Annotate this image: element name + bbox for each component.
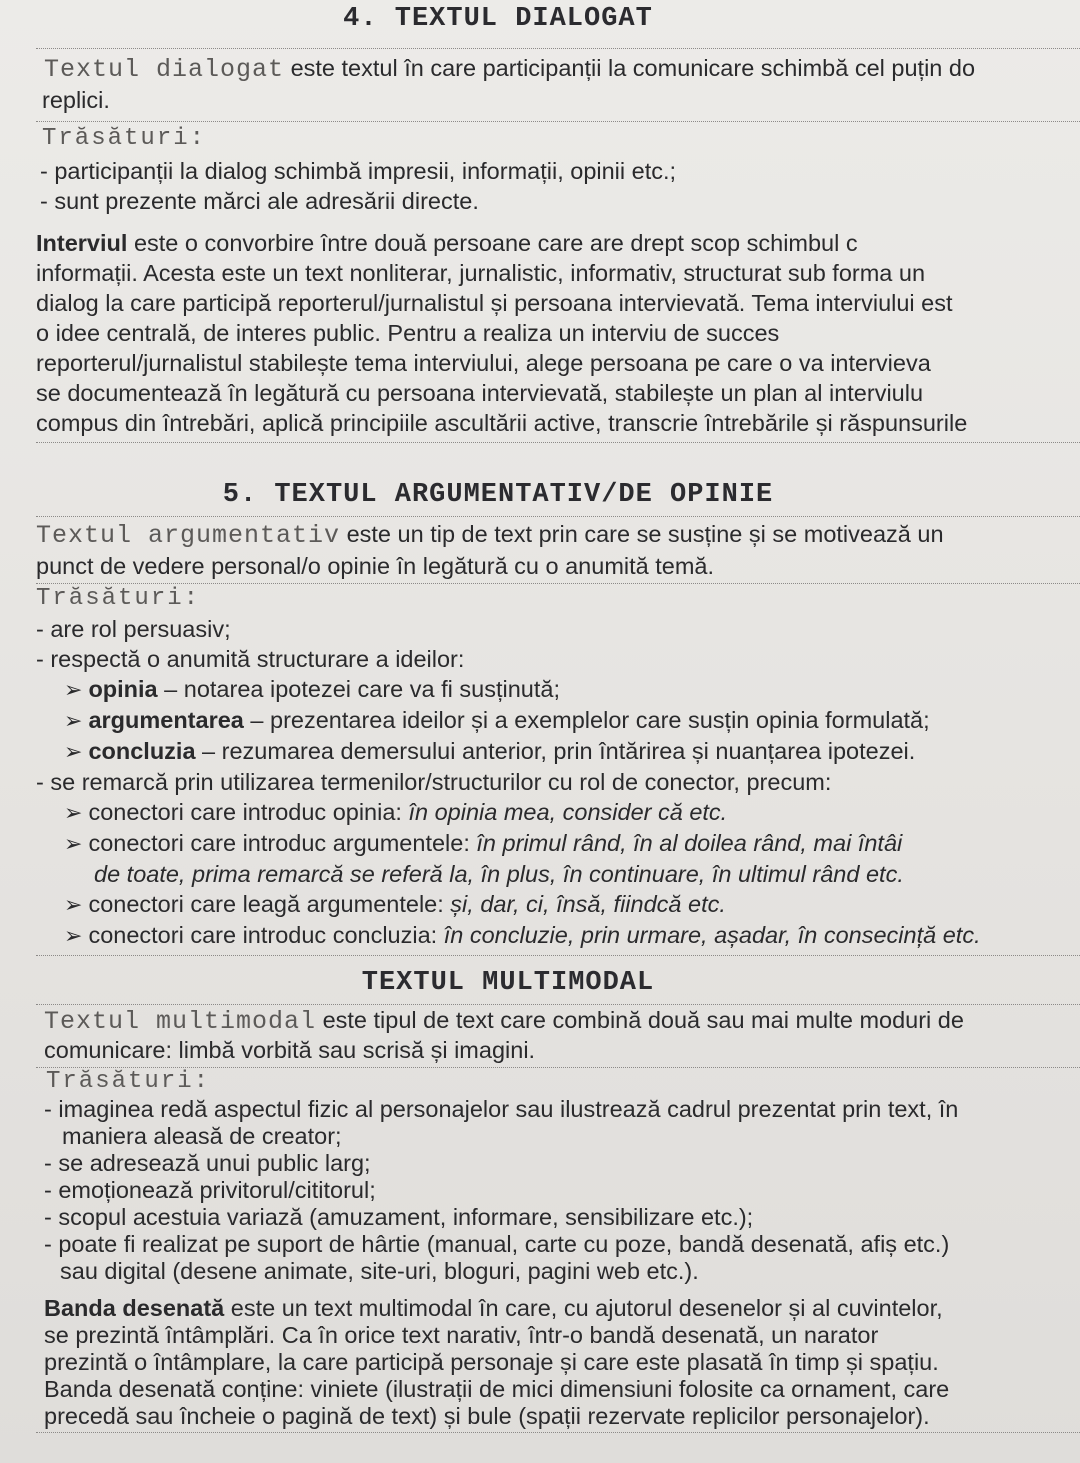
paragraph-line: Banda desenată este un text multimodal în care, cu ajutorul desenelor și al cuvintelor, bbox=[44, 1295, 943, 1321]
list-item: - participanții la dialog schimbă impresii, informații, opinii etc.; bbox=[40, 158, 677, 184]
arrow-bullet-icon: ➢ bbox=[64, 739, 83, 764]
paragraph-line: informații. Acesta este un text nonliterar, jurnalistic, informativ, structurat sub forma un bbox=[36, 260, 926, 286]
traits-label: Trăsături: bbox=[42, 125, 207, 152]
definition-text: este textul în care participanții la comunicare schimbă cel puțin do bbox=[284, 55, 976, 81]
definition-term: Textul argumentativ bbox=[36, 521, 341, 550]
arrow-bullet-icon: ➢ bbox=[64, 708, 83, 733]
divider bbox=[36, 1432, 1080, 1433]
list-item: - se adresează unui public larg; bbox=[44, 1150, 371, 1176]
paragraph-line: precedă sau încheie o pagină de text) și bule (spații rezervate replicilor personajelor). bbox=[44, 1403, 930, 1429]
definition-text: este tipul de text care combină două sau mai multe moduri de bbox=[316, 1007, 964, 1033]
list-item: - respectă o anumită structurare a ideilor: bbox=[36, 646, 465, 672]
connector-item: ➢ conectori care introduc opinia: în opinia mea, consider că etc. bbox=[64, 799, 728, 825]
definition-term: Textul multimodal bbox=[44, 1007, 317, 1036]
interview-paragraph bbox=[36, 228, 1080, 438]
connector-item: ➢ conectori care introduc concluzia: în concluzie, prin urmare, așadar, în consecință etc. bbox=[64, 922, 981, 948]
definition-term: Textul dialogat bbox=[44, 55, 285, 84]
list-item: - scopul acestuia variază (amuzament, informare, sensibilizare etc.); bbox=[44, 1204, 754, 1230]
section-title: 4. TEXTUL DIALOGAT bbox=[343, 4, 653, 34]
traits-label: Trăsături: bbox=[36, 585, 201, 612]
section-dialogat bbox=[36, 4, 1080, 443]
connector-item: ➢ conectori care leagă argumentele: și, dar, ci, însă, fiindcă etc. bbox=[64, 891, 726, 917]
bold-term: Interviul bbox=[36, 230, 128, 256]
list-item: - sunt prezente mărci ale adresării directe. bbox=[40, 188, 479, 214]
arrow-bullet-icon: ➢ bbox=[64, 892, 83, 917]
list-item: - se remarcă prin utilizarea termenilor/structurilor cu rol de conector, precum: bbox=[36, 769, 832, 795]
structure-item: ➢ argumentarea – prezentarea ideilor și a exemplelor care susțin opinia formulată; bbox=[64, 707, 930, 733]
list-item-continued: maniera aleasă de creator; bbox=[62, 1123, 342, 1149]
paragraph-line: Interviul este o convorbire între două persoane care are drept scop schimbul c bbox=[36, 230, 858, 256]
section-title: 5. TEXTUL ARGUMENTATIV/DE OPINIE bbox=[222, 480, 774, 510]
divider bbox=[36, 955, 1080, 956]
connector-item: ➢ conectori care introduc argumentele: în primul rând, în al doilea rând, mai întâi bbox=[64, 830, 903, 856]
traits-label: Trăsături: bbox=[46, 1068, 211, 1095]
list-item: - poate fi realizat pe suport de hârtie (manual, carte cu poze, bandă desenată, afiș etc.) bbox=[44, 1231, 950, 1257]
structure-item: ➢ concluzia – rezumarea demersului anterior, prin întărirea și nuanțarea ipotezei. bbox=[64, 738, 916, 764]
paragraph-line: Banda desenată conține: viniete (ilustrații de mici dimensiuni folosite ca ornament, care bbox=[44, 1376, 950, 1402]
structure-item: ➢ opinia – notarea ipotezei care va fi susținută; bbox=[64, 676, 560, 702]
paragraph-line: compus din întrebări, aplică principiile ascultării active, transcrie întrebările și răspunsurile bbox=[36, 410, 968, 436]
divider bbox=[36, 442, 1080, 443]
definition-line: punct de vedere personal/o opinie în legătură cu o anumită temă. bbox=[36, 553, 715, 579]
paragraph-line: se documentează în legătură cu persoana intervievată, stabilește un plan al interviulu bbox=[36, 380, 924, 406]
section-argumentativ bbox=[36, 480, 1080, 956]
arrow-bullet-icon: ➢ bbox=[64, 677, 83, 702]
banda-paragraph bbox=[36, 1295, 1080, 1430]
section-title: TEXTUL MULTIMODAL bbox=[361, 968, 655, 998]
connector-item-continued: de toate, prima remarcă se referă la, în plus, în continuare, în ultimul rând etc. bbox=[94, 861, 904, 887]
definition-line: comunicare: limbă vorbită sau scrisă și imagini. bbox=[44, 1037, 536, 1063]
paragraph-line: se prezintă întâmplări. Ca în orice text narativ, într-o bandă desenată, un narator bbox=[44, 1322, 879, 1348]
definition-line bbox=[36, 53, 1080, 85]
definition-line bbox=[36, 519, 1080, 551]
arrow-bullet-icon: ➢ bbox=[64, 800, 83, 825]
paragraph-line: reporterul/jurnalistul stabilește tema interviului, alege persoana pe care o va intervieva bbox=[36, 350, 931, 376]
section-multimodal bbox=[36, 968, 1080, 1433]
definition-line bbox=[36, 1005, 1080, 1037]
arrow-bullet-icon: ➢ bbox=[64, 831, 83, 856]
list-item: - are rol persuasiv; bbox=[36, 616, 231, 642]
bold-term: Banda desenată bbox=[44, 1295, 225, 1321]
list-item-continued: sau digital (desene animate, site-uri, bloguri, pagini web etc.). bbox=[60, 1258, 699, 1284]
arrow-bullet-icon: ➢ bbox=[64, 923, 83, 948]
paragraph-line: o idee centrală, de interes public. Pentru a realiza un interviu de succes bbox=[36, 320, 780, 346]
list-item: - emoționează privitorul/cititorul; bbox=[44, 1177, 376, 1203]
definition-text: este un tip de text prin care se susține și se motivează un bbox=[340, 521, 944, 547]
divider bbox=[36, 48, 1080, 49]
divider bbox=[36, 516, 1080, 517]
definition-line: replici. bbox=[42, 87, 110, 113]
divider bbox=[36, 121, 1080, 122]
paragraph-line: dialog la care participă reporterul/jurnalistul și persoana intervievată. Tema interviului est bbox=[36, 290, 953, 316]
paragraph-line: prezintă o întâmplare, la care participă personaje și care este plasată în timp și spațiu. bbox=[44, 1349, 939, 1375]
list-item: - imaginea redă aspectul fizic al personajelor sau ilustrează cadrul prezentat prin text, în bbox=[44, 1096, 959, 1122]
